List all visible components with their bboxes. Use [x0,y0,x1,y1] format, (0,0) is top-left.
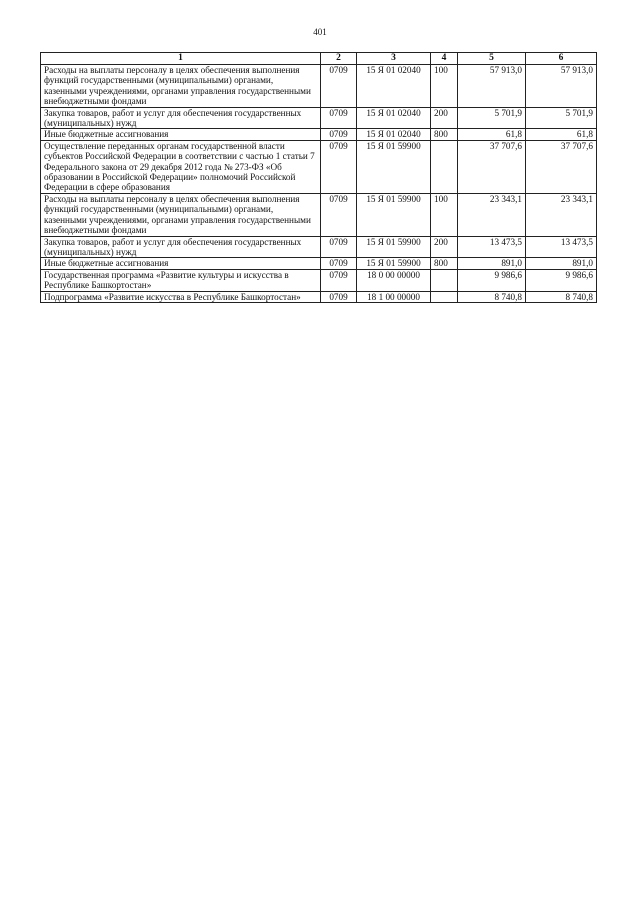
table-row [41,140,597,193]
row-value-1: 8 740,8 [458,291,526,302]
row-name: Государственная программа «Развитие культуры и искусства в Республике Башкортостан» [41,269,321,291]
row-value-1: 13 473,5 [458,236,526,258]
row-value-2: 891,0 [526,258,597,269]
row-target: 18 1 00 00000 [357,291,431,302]
row-name: Подпрограмма «Развитие искусства в Республике Башкортостан» [41,291,321,302]
table-row [41,291,597,302]
row-value-2: 9 986,6 [526,269,597,291]
header-col-5: 5 [458,53,526,65]
row-section: 0709 [321,291,357,302]
page-number: 401 [313,27,327,37]
row-value-2: 37 707,6 [526,140,597,193]
row-target: 15 Я 01 02040 [357,129,431,140]
row-name: Расходы на выплаты персоналу в целях обеспечения выполнения функций государственными (муниципальными) органами, казенными учреждениями, органами управления государственными внебюджетными фондами [41,65,321,108]
table-header-row [41,53,597,65]
row-type: 100 [431,65,458,108]
row-type [431,140,458,193]
row-value-1: 37 707,6 [458,140,526,193]
row-value-1: 5 701,9 [458,107,526,129]
row-section: 0709 [321,269,357,291]
row-target: 15 Я 01 59900 [357,236,431,258]
row-section: 0709 [321,65,357,108]
row-type: 200 [431,107,458,129]
row-value-2: 8 740,8 [526,291,597,302]
row-section: 0709 [321,193,357,236]
row-value-1: 891,0 [458,258,526,269]
row-name: Иные бюджетные ассигнования [41,258,321,269]
header-col-3: 3 [357,53,431,65]
row-value-2: 5 701,9 [526,107,597,129]
table-row [41,129,597,140]
row-section: 0709 [321,129,357,140]
row-section: 0709 [321,107,357,129]
row-target: 15 Я 01 59900 [357,258,431,269]
row-value-1: 9 986,6 [458,269,526,291]
row-value-2: 57 913,0 [526,65,597,108]
row-type: 800 [431,129,458,140]
row-name: Осуществление переданных органам государственной власти субъектов Российской Федерации в соответствии с частью 1 статьи 7 Федерального закона от 29 декабря 2012 года № 273-ФЗ «Об образовании в Российской Федерации» полномочий Российской Федерации в сфере образования [41,140,321,193]
header-col-4: 4 [431,53,458,65]
table-row [41,258,597,269]
header-col-2: 2 [321,53,357,65]
row-target: 15 Я 01 59900 [357,193,431,236]
row-value-2: 23 343,1 [526,193,597,236]
row-name: Расходы на выплаты персоналу в целях обеспечения выполнения функций государственными (муниципальными) органами, казенными учреждениями, органами управления государственными внебюджетными фондами [41,193,321,236]
row-value-1: 61,8 [458,129,526,140]
row-name: Закупка товаров, работ и услуг для обеспечения государственных (муниципальных) нужд [41,107,321,129]
table-row [41,65,597,108]
row-section: 0709 [321,258,357,269]
row-value-1: 57 913,0 [458,65,526,108]
row-value-2: 13 473,5 [526,236,597,258]
table-row [41,269,597,291]
row-type: 800 [431,258,458,269]
row-name: Иные бюджетные ассигнования [41,129,321,140]
budget-table [40,52,597,303]
row-section: 0709 [321,236,357,258]
row-target: 15 Я 01 02040 [357,107,431,129]
row-target: 15 Я 01 02040 [357,65,431,108]
table-row [41,107,597,129]
row-target: 18 0 00 00000 [357,269,431,291]
header-col-1: 1 [41,53,321,65]
row-name: Закупка товаров, работ и услуг для обеспечения государственных (муниципальных) нужд [41,236,321,258]
row-section: 0709 [321,140,357,193]
row-type: 100 [431,193,458,236]
row-type [431,291,458,302]
header-col-6: 6 [526,53,597,65]
row-type: 200 [431,236,458,258]
row-target: 15 Я 01 59900 [357,140,431,193]
row-value-2: 61,8 [526,129,597,140]
table-row [41,193,597,236]
row-value-1: 23 343,1 [458,193,526,236]
table-row [41,236,597,258]
row-type [431,269,458,291]
